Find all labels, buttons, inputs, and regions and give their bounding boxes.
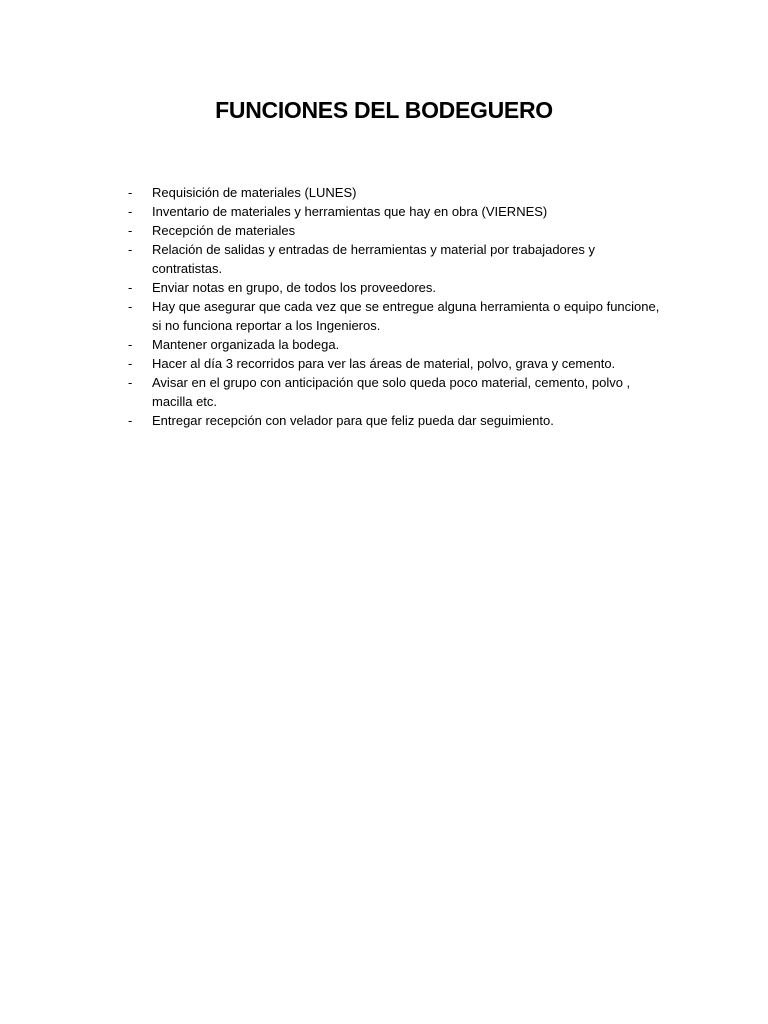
list-item [128,354,668,373]
bullet-dash: - [128,185,133,200]
list-item-text: Avisar en el grupo con anticipación que solo queda poco material, cemento, polvo , macilla etc. [152,375,631,409]
bullet-dash: - [128,242,133,257]
bullet-dash: - [128,299,133,314]
list-item [128,278,668,297]
bullet-dash: - [128,223,133,238]
list-item [128,373,668,411]
list-item-text: Recepción de materiales [152,223,296,238]
bullet-dash: - [128,375,133,390]
bullet-dash: - [128,204,133,219]
duties-list [128,183,668,430]
list-item [128,335,668,354]
bullet-dash: - [128,356,133,371]
list-item [128,183,668,202]
list-item-text: Mantener organizada la bodega. [152,337,340,352]
list-item-text: Requisición de materiales (LUNES) [152,185,357,200]
list-item-text: Hacer al día 3 recorridos para ver las áreas de material, polvo, grava y cemento. [152,356,616,371]
list-item-text: Enviar notas en grupo, de todos los proveedores. [152,280,437,295]
list-item [128,240,668,278]
list-item [128,202,668,221]
list-item [128,297,668,335]
list-item-text: Entregar recepción con velador para que feliz pueda dar seguimiento. [152,413,554,428]
bullet-dash: - [128,337,133,352]
bullet-dash: - [128,280,133,295]
document-title: FUNCIONES DEL BODEGUERO [215,97,553,123]
list-item-text: Hay que asegurar que cada vez que se entregue alguna herramienta o equipo funcione, si no funciona reportar a los Ingenieros. [152,299,660,333]
list-item [128,411,668,430]
bullet-dash: - [128,413,133,428]
list-item-text: Inventario de materiales y herramientas que hay en obra (VIERNES) [152,204,548,219]
list-item [128,221,668,240]
list-item-text: Relación de salidas y entradas de herramientas y material por trabajadores y contratistas. [152,242,595,276]
